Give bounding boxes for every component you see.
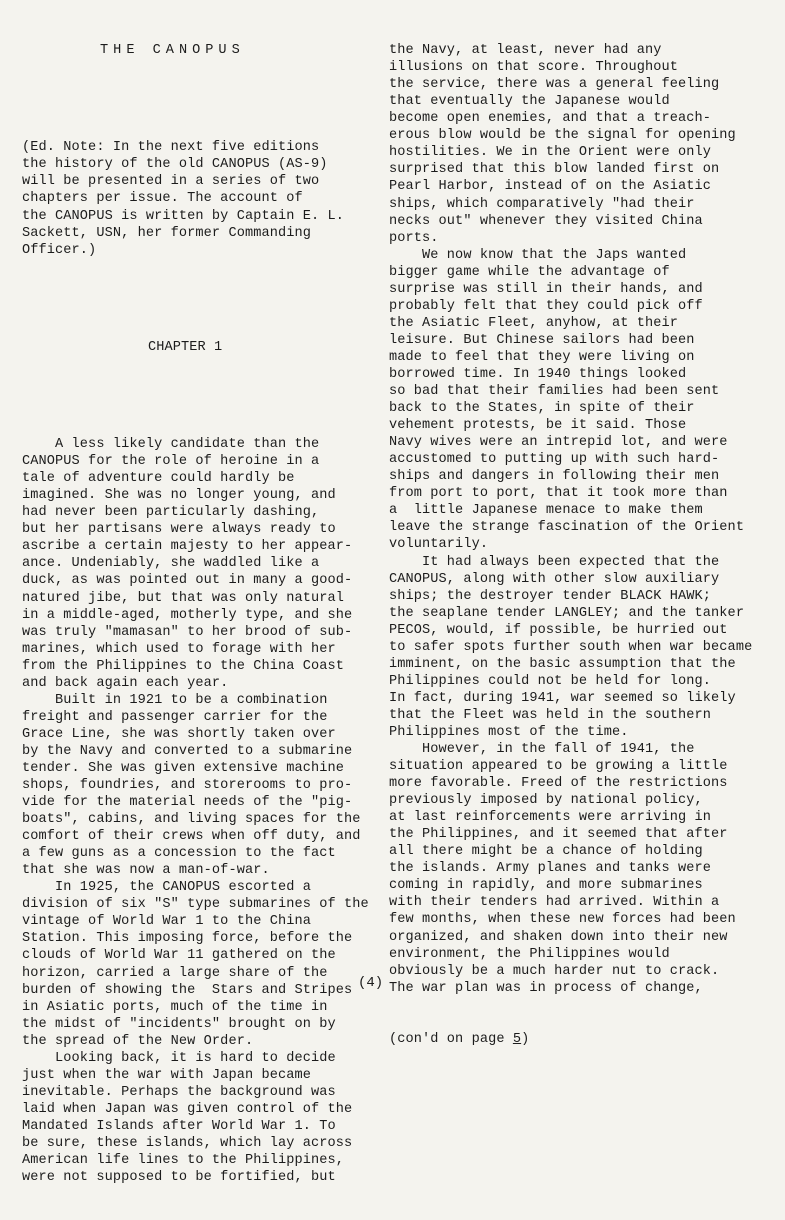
body-text-line: the Philippines, and it seemed that after — [389, 827, 728, 843]
body-text-line: inevitable. Perhaps the background was — [22, 1084, 336, 1100]
body-text-line: ships and dangers in following their men — [389, 469, 720, 485]
body-text-line: boats", cabins, and living spaces for the — [22, 812, 361, 828]
body-text-line: the service, there was a general feeling — [389, 77, 720, 93]
body-text-line: imminent, on the basic assumption that the — [389, 656, 736, 672]
editor-note-line: Sackett, USN, her former Commanding — [22, 225, 312, 241]
body-text-line: bigger game while the advantage of — [389, 264, 670, 280]
chapter-heading: CHAPTER 1 — [148, 339, 223, 355]
body-text-line: surprised that this blow landed first on — [389, 162, 720, 178]
body-text-line: ships, which comparatively "had their — [389, 196, 695, 212]
body-text-line: Philippines most of the time. — [389, 724, 629, 740]
body-text-line: become open enemies, and that a treach- — [389, 111, 712, 127]
body-text-line: environment, the Philippines would — [389, 946, 670, 962]
body-text-line: a little Japanese menace to make them — [389, 503, 703, 519]
body-text-line: Looking back, it is hard to decide — [22, 1050, 336, 1066]
body-text-line: tale of adventure could hardly be — [22, 471, 295, 487]
body-text-line: was truly "mamasan" to her brood of sub- — [22, 624, 353, 640]
body-text-line: clouds of World War 11 gathered on the — [22, 948, 336, 964]
body-text-line: from the Philippines to the China Coast — [22, 658, 345, 674]
body-text-line: be sure, these islands, which lay across — [22, 1136, 353, 1151]
body-text-line: In 1925, the CANOPUS escorted a — [22, 880, 312, 896]
body-text-line: duck, as was pointed out in many a good- — [22, 573, 353, 589]
body-text-line: probably felt that they could pick off — [389, 298, 703, 314]
body-text-line: shops, foundries, and storerooms to pro- — [22, 778, 353, 794]
body-text-line: vintage of World War 1 to the China — [22, 914, 312, 930]
body-text-line: In fact, during 1941, war seemed so likely — [389, 690, 736, 706]
body-text-line: and back again each year. — [22, 675, 229, 691]
body-text-line: tender. She was given extensive machine — [22, 760, 345, 776]
body-text-line: A less likely candidate than the — [22, 437, 320, 453]
body-text-line: at last reinforcements were arriving in — [389, 810, 712, 826]
body-text-line: the midst of "incidents" brought on by — [22, 1016, 336, 1032]
body-text-line: vehement protests, be it said. Those — [389, 418, 687, 434]
body-text-line: surprise was still in their hands, and — [389, 281, 703, 297]
body-text-line: borrowed time. In 1940 things looked — [389, 366, 687, 382]
editor-note-line: chapters per issue. The account of — [22, 191, 303, 207]
body-text-line: erous blow would be the signal for opening — [389, 128, 736, 144]
body-text-line: CANOPUS, along with other slow auxiliary — [389, 571, 720, 587]
body-text-line: hostilities. We in the Orient were only — [389, 145, 712, 161]
body-text-line: previously imposed by national policy, — [389, 793, 703, 809]
body-text-line: vide for the material needs of the "pig- — [22, 795, 353, 811]
page-number: (4) — [358, 975, 384, 991]
body-text-line: PECOS, would, if possible, be hurried out — [389, 622, 728, 638]
body-text-line: the seaplane tender LANGLEY; and the tanker — [389, 605, 745, 621]
body-text-line: few months, when these new forces had been — [389, 912, 736, 928]
body-text-line: that she was now a man-of-war. — [22, 863, 270, 879]
article-title: THE CANOPUS — [100, 43, 245, 59]
body-text-line: leave the strange fascination of the Orient — [389, 520, 745, 536]
body-text-line: ance. Undeniably, she waddled like a — [22, 556, 320, 572]
body-text-line: with their tenders had arrived. Within a — [389, 895, 720, 911]
editor-note-line: will be presented in a series of two — [22, 174, 320, 190]
body-text-line: necks out" whenever they visited China — [389, 213, 703, 229]
body-text-line: CANOPUS for the role of heroine in a — [22, 454, 320, 470]
body-text-line: Station. This imposing force, before the — [22, 931, 353, 947]
body-text-line: ports. — [389, 230, 439, 246]
body-text-line: We now know that the Japs wanted — [389, 247, 687, 263]
left-column — [22, 8, 374, 1220]
body-text-line: Grace Line, she was shortly taken over — [22, 726, 336, 742]
body-text-line: a few guns as a concession to the fact — [22, 846, 336, 862]
body-text-line: comfort of their crews when off duty, and — [22, 829, 361, 845]
body-text-line: that eventually the Japanese would — [389, 94, 670, 110]
editor-note-line: the CANOPUS is written by Captain E. L. — [22, 208, 345, 224]
body-text-line: natured jibe, but that was only natural — [22, 590, 345, 606]
continuation-page-number: 5 — [512, 1031, 522, 1047]
editor-note-line: (Ed. Note: In the next five editions — [22, 140, 320, 156]
body-text-line: that the Fleet was held in the southern — [389, 707, 712, 723]
body-text-line: so bad that their families had been sent — [389, 384, 720, 400]
body-text-line: burden of showing the Stars and Stripes — [22, 982, 353, 998]
body-text-line: obviously be a much harder nut to crack. — [389, 963, 720, 979]
body-text-line: accustomed to putting up with such hard- — [389, 452, 720, 468]
body-text-line: organized, and shaken down into their new — [389, 929, 728, 945]
body-text-line: the Asiatic Fleet, anyhow, at their — [389, 315, 679, 331]
right-body-text — [389, 42, 769, 997]
body-text-line: made to feel that they were living on — [389, 349, 695, 365]
body-text-line: leisure. But Chinese sailors had been — [389, 332, 695, 348]
body-text-line: horizon, carried a large share of the — [22, 965, 328, 981]
body-text-line: in a middle-aged, motherly type, and she — [22, 607, 353, 623]
body-text-line: marines, which used to forage with her — [22, 641, 336, 657]
body-text-line: American life lines to the Philippines, — [22, 1153, 345, 1169]
body-text-line: illusions on that score. Throughout — [389, 60, 679, 76]
body-text-line: the spread of the New Order. — [22, 1033, 254, 1049]
body-text-line: situation appeared to be growing a little — [389, 759, 728, 775]
left-body-text — [22, 436, 374, 1186]
body-text-line: coming in rapidly, and more submarines — [389, 878, 703, 894]
body-text-line: back to the States, in spite of their — [389, 401, 695, 417]
body-text-line: ships; the destroyer tender BLACK HAWK; — [389, 588, 712, 604]
body-text-line: freight and passenger carrier for the — [22, 709, 328, 725]
body-text-line: but her partisans were always ready to — [22, 522, 336, 538]
continuation-note: (con'd on page 5) — [389, 1031, 530, 1047]
body-text-line: the Navy, at least, never had any — [389, 43, 662, 59]
body-text-line: had never been particularly dashing, — [22, 505, 320, 521]
editor-note-line: the history of the old CANOPUS (AS-9) — [22, 157, 328, 173]
body-text-line: by the Navy and converted to a submarine — [22, 743, 353, 759]
body-text-line: However, in the fall of 1941, the — [389, 742, 695, 758]
body-text-line: from port to port, that it took more than — [389, 486, 728, 502]
body-text-line: Navy wives were an intrepid lot, and were — [389, 435, 728, 451]
body-text-line: It had always been expected that the — [389, 554, 720, 570]
body-text-line: imagined. She was no longer young, and — [22, 488, 336, 504]
editor-note-line: Officer.) — [22, 242, 97, 258]
body-text-line: The war plan was in process of change, — [389, 980, 703, 996]
body-text-line: just when the war with Japan became — [22, 1067, 312, 1083]
body-text-line: in Asiatic ports, much of the time in — [22, 999, 328, 1015]
body-text-line: to safer spots further south when war became — [389, 639, 753, 655]
body-text-line: division of six "S" type submarines of the — [22, 897, 369, 913]
body-text-line: more favorable. Freed of the restrictions — [389, 776, 728, 792]
body-text-line: voluntarily. — [389, 537, 489, 553]
body-text-line: were not supposed to be fortified, but — [22, 1170, 336, 1186]
body-text-line: all there might be a chance of holding — [389, 844, 703, 860]
body-text-line: laid when Japan was given control of the — [22, 1101, 353, 1117]
body-text-line: Philippines could not be held for long. — [389, 673, 712, 689]
right-column — [389, 8, 769, 1082]
body-text-line: Pearl Harbor, instead of on the Asiatic — [389, 179, 712, 195]
body-text-line: Built in 1921 to be a combination — [22, 692, 328, 708]
body-text-line: the islands. Army planes and tanks were — [389, 861, 712, 877]
editor-note — [22, 139, 374, 258]
body-text-line: ascribe a certain majesty to her appear- — [22, 539, 353, 555]
body-text-line: Mandated Islands after World War 1. To — [22, 1118, 336, 1134]
